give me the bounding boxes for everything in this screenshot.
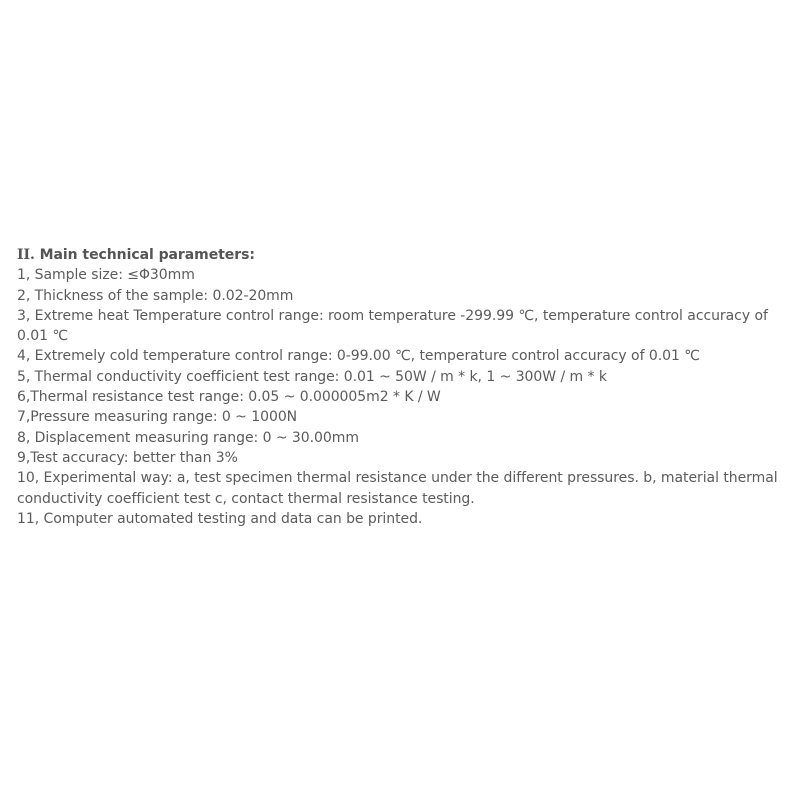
parameter-item-5: 5, Thermal conductivity coefficient test range: 0.01 ~ 50W / m * k, 1 ~ 300W / m * k xyxy=(17,368,607,385)
parameter-item-7: 7,Pressure measuring range: 0 ~ 1000N xyxy=(17,409,298,426)
parameter-item-6: 6,Thermal resistance test range: 0.05 ~ 0.000005m2 * K / W xyxy=(17,389,441,406)
parameter-item-2: 2, Thickness of the sample: 0.02-20mm xyxy=(17,287,294,304)
parameter-item-9: 9,Test accuracy: better than 3% xyxy=(17,449,238,466)
section-heading-numeral: II. xyxy=(17,247,35,263)
parameter-item-10: 10, Experimental way: a, test specimen thermal resistance under the different pressures. b, material thermal conductivity coefficient test c, contact thermal resistance testing. xyxy=(17,470,778,507)
parameter-item-3: 3, Extreme heat Temperature control range: room temperature -299.99 ℃, temperature control accuracy of 0.01 ℃ xyxy=(17,307,768,345)
parameter-item-4: 4, Extremely cold temperature control range: 0-99.00 ℃, temperature control accuracy of 0.01 ℃ xyxy=(17,348,700,365)
parameter-item-11: 11, Computer automated testing and data can be printed. xyxy=(17,510,423,527)
technical-parameters-section xyxy=(17,245,787,529)
parameter-item-8: 8, Displacement measuring range: 0 ~ 30.00mm xyxy=(17,429,359,446)
parameter-item-1: 1, Sample size: ≤Φ30mm xyxy=(17,267,195,284)
section-heading-text: Main technical parameters: xyxy=(39,247,255,263)
section-heading xyxy=(17,245,787,265)
